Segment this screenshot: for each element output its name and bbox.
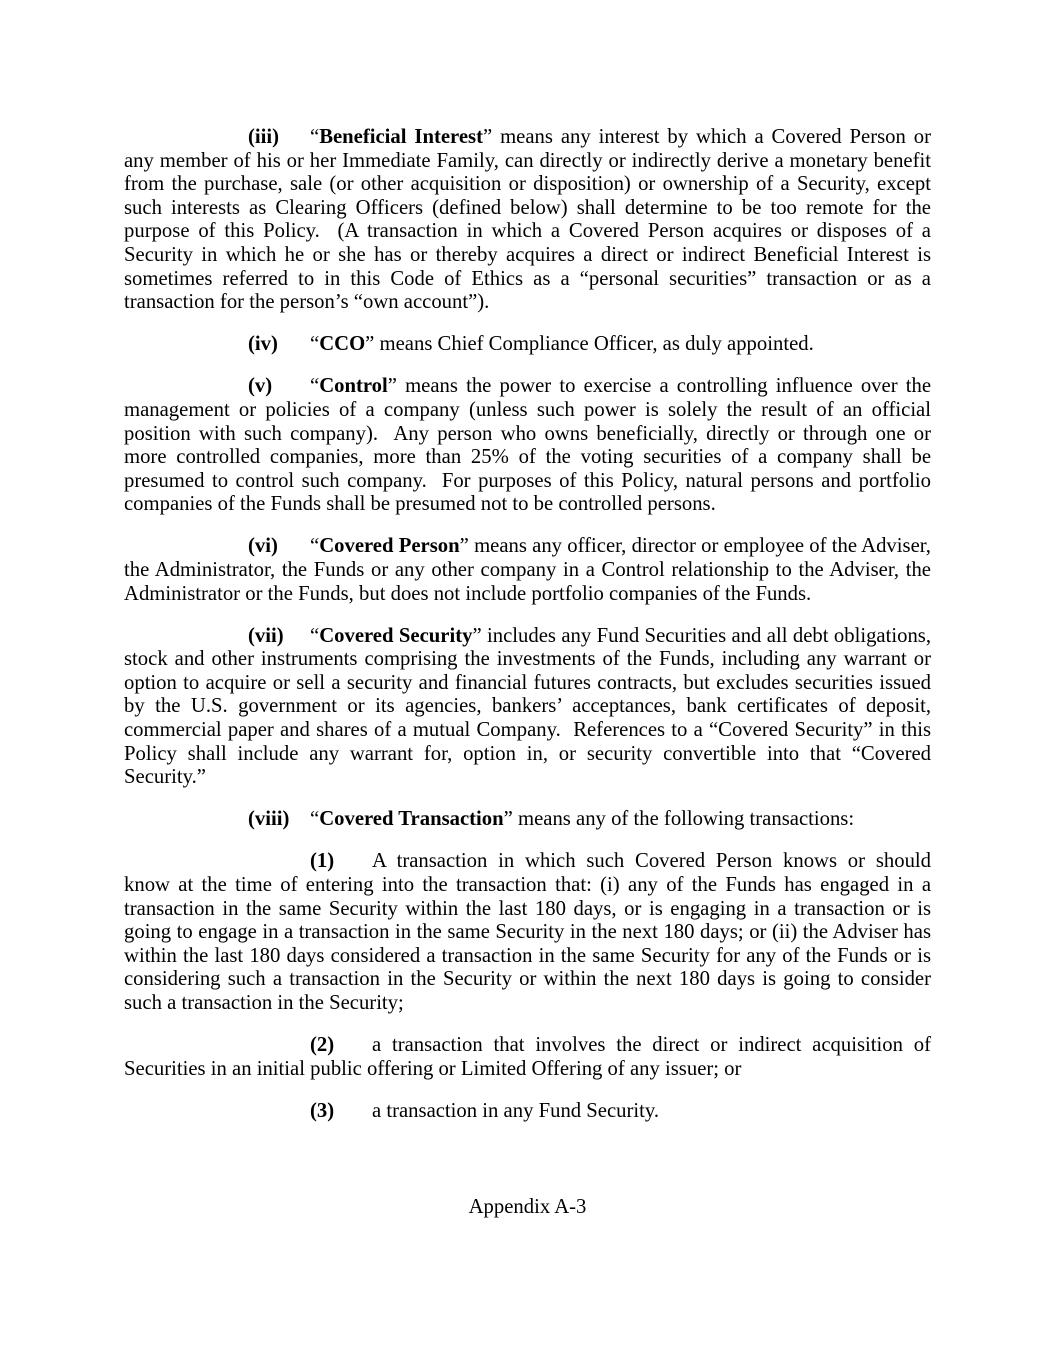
defined-term: Beneficial Interest [319,126,483,148]
paragraph-label: (vi) [248,535,278,558]
defined-term: CCO [319,333,366,356]
paragraph-2: (2) a transaction that involves the direct or indirect acquisition of Securities in an initial public offering or Limited Offering of any issuer; or [124,1034,931,1080]
paragraph-3: (3) a transaction in any Fund Security. [310,1099,660,1122]
defined-term: Covered Security [319,624,473,647]
paragraph-label: (1) [310,850,335,873]
paragraph-label: (2) [310,1034,335,1057]
paragraph-viii: (viii) “Covered Transaction” means any of the following transactions: [248,808,855,831]
paragraph-label: (vii) [248,624,284,647]
defined-term: Covered Person [319,535,460,558]
paragraph-1: (1) A transaction in which such Covered Person knows or should know at the time of entering into the transaction that: (i) any of the Funds has engaged in a transaction in the same Security within the last 180 days, or is engaging in a transaction or is going to engage in a transaction in the same Security in the next 180 days; or (ii) the Adviser has within the last 180 days considered a transaction in the same Security for any of the Funds or is considering such a transaction in the Security or within the next 180 days is going to consider such a transaction in the Security; [124,850,931,1014]
paragraph-label: (iii) [248,126,280,148]
paragraph-iv: (iv) “CCO” means Chief Compliance Officer, as duly appointed. [248,333,814,356]
paragraph-label: (v) [248,375,273,398]
paragraph-label: (iv) [248,333,278,356]
defined-term: Covered Transaction [319,808,504,831]
paragraph-iii: (iii) “Beneficial Interest” means any interest by which a Covered Person or any member of his or her Immediate Family, can directly or indirectly derive a monetary benefit from the purchase, sale (or other acquisition or disposition) or ownership of a Security, except such interests as Clearing Officers (defined below) shall determine to be too remote for the purpose of this Policy. (A transaction in which a Covered Person acquires or disposes of a Security in which he or she has or thereby acquires a direct or indirect Beneficial Interest is sometimes referred to in this Code of Ethics as a “personal securities” transaction or as a transaction for the person’s “own account”). [124,126,931,314]
page-footer: Appendix A-3 [468,1196,587,1218]
paragraph-label: (viii) [248,808,290,831]
defined-term: Control [319,375,388,398]
paragraph-vi: (vi) “Covered Person” means any officer, director or employee of the Adviser, the Administrator, the Funds or any other company in a Control relationship to the Adviser, the Administrator or the Funds, but does not include portfolio companies of the Funds. [124,535,931,605]
paragraph-v: (v) “Control” means the power to exercise a controlling influence over the management or policies of a company (unless such power is solely the result of an official position with such company). Any person who owns beneficially, directly or through one or more controlled companies, more than 25% of the voting securities of a company shall be presumed to control such company. For purposes of this Policy, natural persons and portfolio companies of the Funds shall be presumed not to be controlled persons. [124,375,931,516]
paragraph-label: (3) [310,1099,335,1122]
document-body [124,126,931,1142]
paragraph-vii: (vii) “Covered Security” includes any Fund Securities and all debt obligations, stock and other instruments comprising the investments of the Funds, including any warrant or option to acquire or sell a security and financial futures contracts, but excludes securities issued by the U.S. government or its agencies, bankers’ acceptances, bank certificates of deposit, commercial paper and shares of a mutual Company. References to a “Covered Security” in this Policy shall include any warrant for, option in, or security convertible into that “Covered Security.” [124,624,932,789]
